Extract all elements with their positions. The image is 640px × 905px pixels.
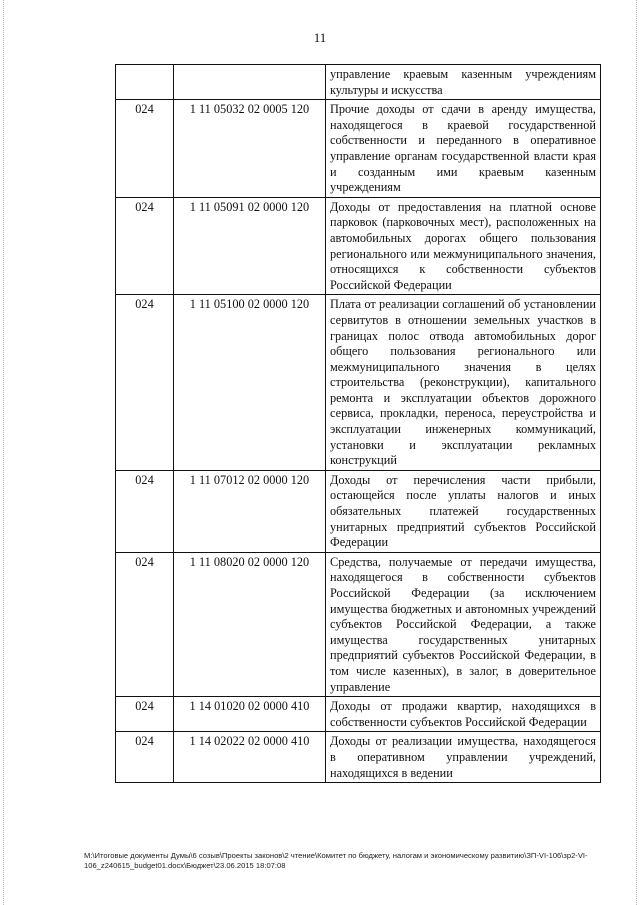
kbk-code-cell	[174, 65, 326, 100]
description-cell: Доходы от предоставления на платной основе парковок (парковочных мест), расположенных на автомобильных дорогах общего пользования регионального или межмуниципального значения, относящихся к собственности субъектов Российской Федерации	[326, 197, 601, 295]
description-cell: управление краевым казенным учреждениям культуры и искусства	[326, 65, 601, 100]
kbk-code-cell: 1 14 02022 02 0000 410	[174, 732, 326, 783]
admin-code-cell: 024	[116, 470, 174, 552]
description-cell: Средства, получаемые от передачи имущества, находящегося в собственности субъектов Российской Федерации (за исключением имущества бюджетных и автономных учреждений субъектов Российской Федерации, а также имущества государственных унитарных предприятий субъектов Российской Федерации, в том числе казенных), в залог, в доверительное управление	[326, 552, 601, 696]
page-number: 11	[313, 30, 327, 45]
table-row	[116, 100, 601, 198]
table-row	[116, 552, 601, 696]
admin-code-cell: 024	[116, 295, 174, 471]
description-cell: Прочие доходы от сдачи в аренду имущества, находящегося в краевой государственной собственности и переданного в оперативное управление органам государственной власти края и созданным ими краевым казенным учреждениям	[326, 100, 601, 198]
table-row	[116, 732, 601, 783]
kbk-code-cell: 1 11 08020 02 0000 120	[174, 552, 326, 696]
kbk-code-cell: 1 11 07012 02 0000 120	[174, 470, 326, 552]
admin-code-cell	[116, 65, 174, 100]
admin-code-cell: 024	[116, 100, 174, 198]
table-row	[116, 697, 601, 732]
description-cell: Доходы от перечисления части прибыли, остающейся после уплаты налогов и иных обязательных платежей государственных унитарных предприятий субъектов Российской Федерации	[326, 470, 601, 552]
file-path-footer: M:\Итоговые документы Думы\6 созыв\Проекты законов\2 чтение\Комитет по бюджету, налогам и экономическому развитию\ЗП-VI-106\зр2-VI-106_z240615_budget01.docx\Бюджет\23.06.2015 18:07:08	[84, 851, 588, 870]
kbk-code-cell: 1 11 05091 02 0000 120	[174, 197, 326, 295]
description-cell: Плата от реализации соглашений об установлении сервитутов в отношении земельных участков в границах полос отвода автомобильных дорог общего пользования регионального или межмуниципального значения в целях строительства (реконструкции), капитального ремонта и эксплуатации объектов дорожного сервиса, прокладки, переноса, переустройства и эксплуатации инженерных коммуникаций, установки и эксплуатации рекламных конструкций	[326, 295, 601, 471]
description-cell: Доходы от продажи квартир, находящихся в собственности субъектов Российской Федерации	[326, 697, 601, 732]
admin-code-cell: 024	[116, 552, 174, 696]
kbk-code-cell: 1 14 01020 02 0000 410	[174, 697, 326, 732]
admin-code-cell: 024	[116, 697, 174, 732]
table-row	[116, 197, 601, 295]
revenue-table	[115, 64, 601, 783]
description-cell: Доходы от реализации имущества, находящегося в оперативном управлении учреждений, находящихся в ведении	[326, 732, 601, 783]
kbk-code-cell: 1 11 05100 02 0000 120	[174, 295, 326, 471]
table-row	[116, 65, 601, 100]
table-row	[116, 295, 601, 471]
kbk-code-cell: 1 11 05032 02 0005 120	[174, 100, 326, 198]
table-row	[116, 470, 601, 552]
admin-code-cell: 024	[116, 732, 174, 783]
admin-code-cell: 024	[116, 197, 174, 295]
